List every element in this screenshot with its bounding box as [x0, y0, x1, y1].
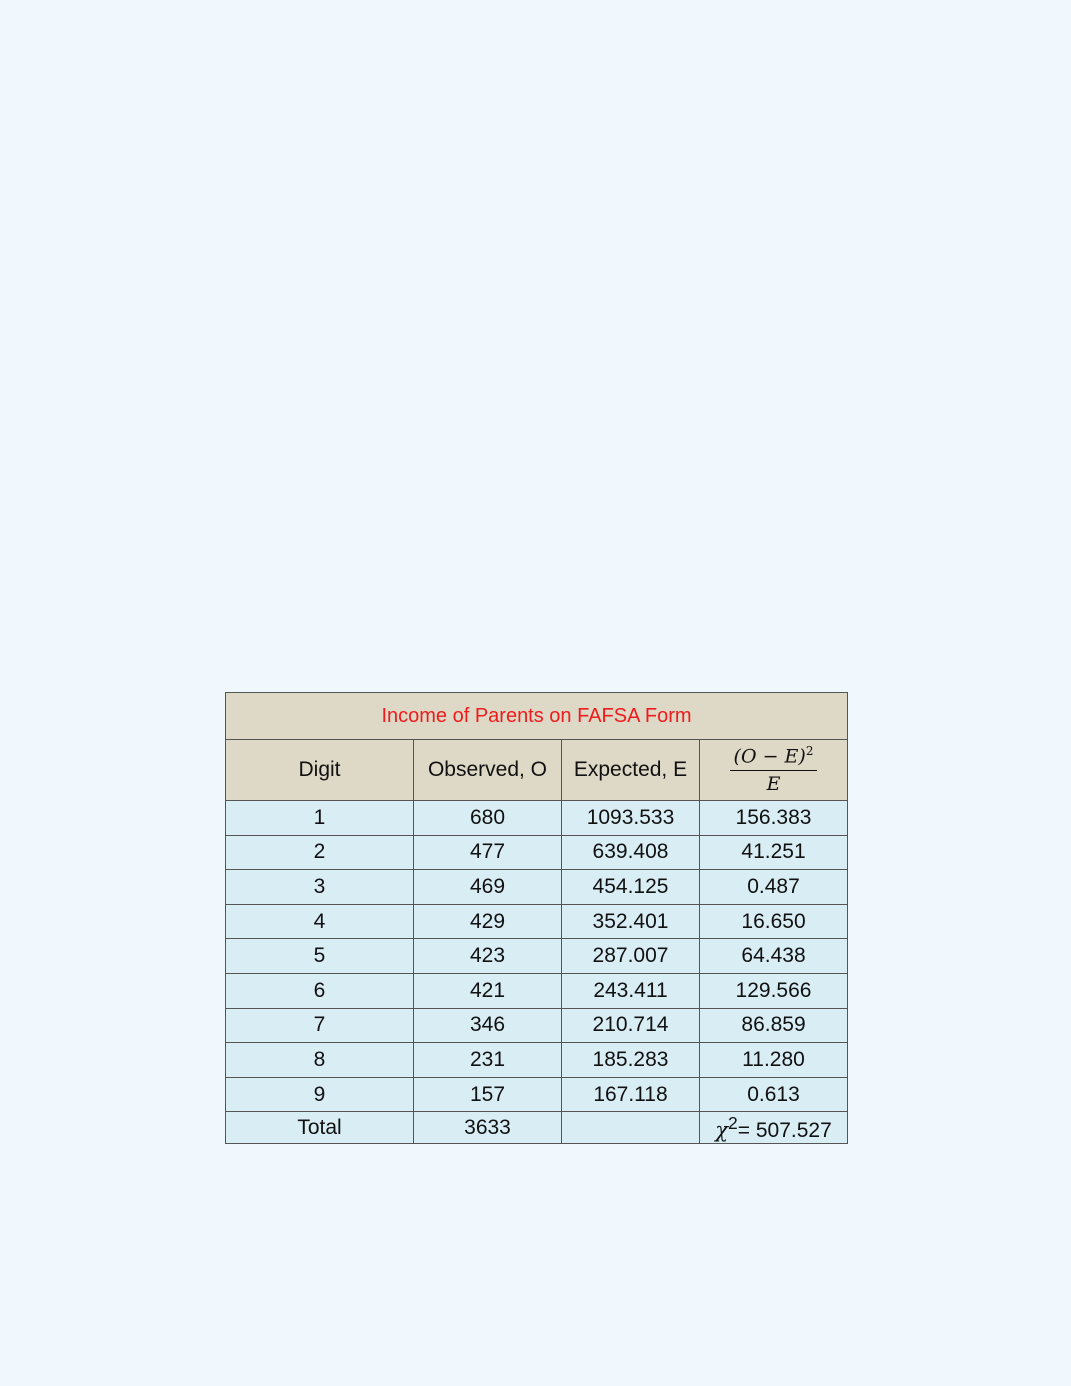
cell-component: 41.251	[700, 835, 848, 870]
cell-digit: 9	[226, 1077, 414, 1112]
cell-observed: 423	[414, 939, 562, 974]
cell-component: 156.383	[700, 801, 848, 836]
header-observed: Observed, O	[414, 740, 562, 801]
cell-expected: 210.714	[562, 1008, 700, 1043]
header-digit: Digit	[226, 740, 414, 801]
formula-numerator: $(O - E)^2$	[730, 745, 818, 771]
cell-component: 64.438	[700, 939, 848, 974]
data-table-container	[225, 692, 847, 1144]
cell-component: 0.487	[700, 870, 848, 905]
cell-observed: 680	[414, 801, 562, 836]
total-observed: 3633	[414, 1112, 562, 1144]
header-expected: Expected, E	[562, 740, 700, 801]
table-row	[226, 801, 848, 836]
cell-expected: 243.411	[562, 973, 700, 1008]
total-label: Total	[226, 1112, 414, 1144]
table-title: Income of Parents on FAFSA Form	[226, 693, 848, 740]
total-chi-square: $\chi^2= 507.527$	[700, 1112, 848, 1144]
cell-expected: 639.408	[562, 835, 700, 870]
formula-fraction	[730, 745, 818, 795]
cell-digit: 2	[226, 835, 414, 870]
table-row	[226, 1008, 848, 1043]
cell-observed: 346	[414, 1008, 562, 1043]
cell-observed: 157	[414, 1077, 562, 1112]
cell-digit: 5	[226, 939, 414, 974]
cell-component: 11.280	[700, 1043, 848, 1078]
chi-square-table	[225, 692, 848, 1144]
cell-observed: 477	[414, 835, 562, 870]
cell-digit: 6	[226, 973, 414, 1008]
cell-digit: 4	[226, 904, 414, 939]
cell-observed: 469	[414, 870, 562, 905]
cell-expected: 454.125	[562, 870, 700, 905]
table-row	[226, 939, 848, 974]
cell-digit: 7	[226, 1008, 414, 1043]
table-total-row	[226, 1112, 848, 1144]
cell-digit: 3	[226, 870, 414, 905]
total-expected	[562, 1112, 700, 1144]
cell-digit: 1	[226, 801, 414, 836]
cell-component: 129.566	[700, 973, 848, 1008]
cell-expected: 1093.533	[562, 801, 700, 836]
table-header-row	[226, 740, 848, 801]
table-row	[226, 973, 848, 1008]
cell-expected: 167.118	[562, 1077, 700, 1112]
cell-expected: 185.283	[562, 1043, 700, 1078]
cell-component: 86.859	[700, 1008, 848, 1043]
table-row	[226, 904, 848, 939]
table-title-row	[226, 693, 848, 740]
formula-denominator: E	[766, 773, 781, 796]
cell-component: 0.613	[700, 1077, 848, 1112]
table-row	[226, 1043, 848, 1078]
table-row	[226, 835, 848, 870]
cell-observed: 421	[414, 973, 562, 1008]
cell-observed: 429	[414, 904, 562, 939]
cell-expected: 287.007	[562, 939, 700, 974]
cell-observed: 231	[414, 1043, 562, 1078]
table-row	[226, 1077, 848, 1112]
cell-expected: 352.401	[562, 904, 700, 939]
cell-component: 16.650	[700, 904, 848, 939]
cell-digit: 8	[226, 1043, 414, 1078]
header-formula	[700, 740, 848, 801]
table-row	[226, 870, 848, 905]
